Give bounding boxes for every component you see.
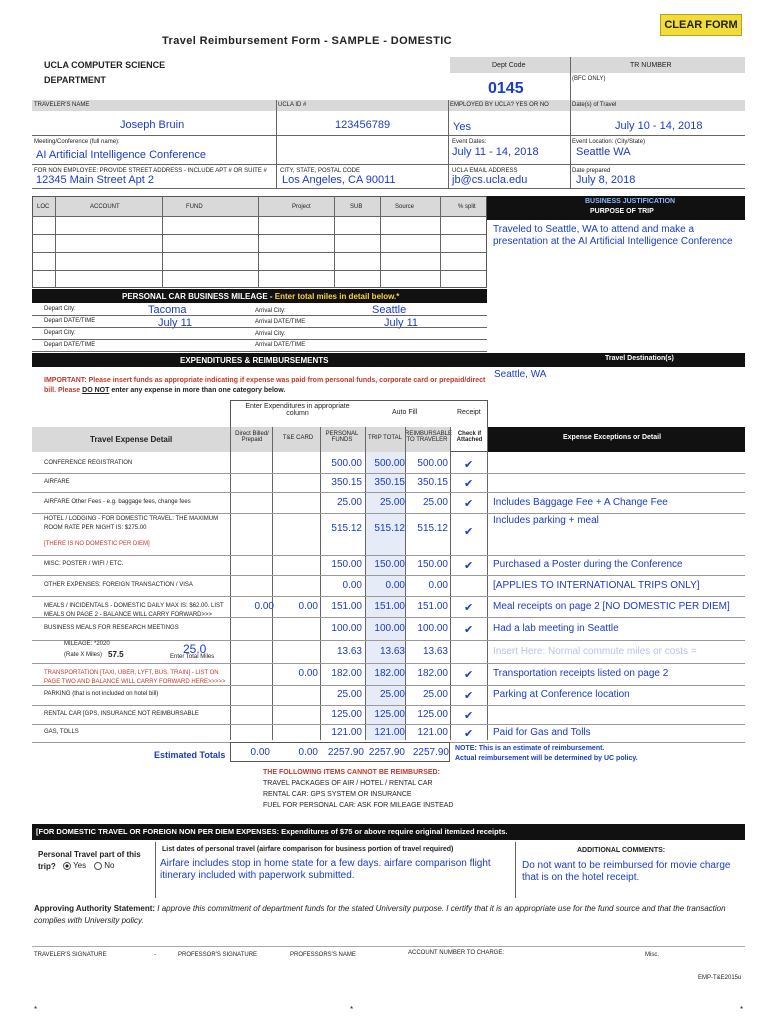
enter-expenditures-label: Enter Expenditures in appropriate column (245, 403, 350, 417)
trip-total-cell: 25.00 (379, 689, 405, 700)
arrival-city-value[interactable]: Seattle (372, 304, 407, 316)
trip-total-cell: 350.15 (374, 476, 405, 488)
trip-total-cell: 182.00 (374, 668, 405, 679)
exceptions-header-label: Expense Exceptions or Detail (563, 434, 662, 441)
expense-row-label: PARKING (that is not included on hotel bill) (44, 691, 159, 697)
expense-exception-note[interactable]: Includes parking + meal (493, 515, 599, 526)
form-id: EMP-T&E2015u (698, 975, 742, 981)
event-location-label: Event Location: (City/State) (572, 139, 646, 145)
trip-total-cell: 25.00 (379, 496, 405, 508)
reimbursable-cell: 25.00 (422, 689, 448, 700)
important-label: IMPORTANT: (44, 377, 87, 384)
col-tcard: T&E CARD (282, 435, 314, 441)
misc-label: Misc. (645, 952, 659, 958)
direct-billed-cell[interactable]: 0.00 (254, 600, 274, 612)
justification-title1: BUSINESS JUSTIFICATION (585, 198, 676, 205)
personal-travel-list-text[interactable]: Airfare includes stop in home state for a few days. airfare comparison flight itinerary included with paperwork submitted. (160, 858, 491, 881)
form-title: Travel Reimbursement Form - SAMPLE - DOMESTIC (162, 35, 452, 47)
mileage-title-highlight: Enter total miles in detail below.* (274, 292, 400, 301)
total-tcard: 0.00 (298, 747, 318, 758)
event-dates-value[interactable]: July 11 - 14, 2018 (452, 146, 539, 158)
destinations-label: Travel Destination(s) (605, 355, 674, 362)
personal-travel-list-label: List dates of personal travel (airfare comparison for business portion of travel required) (162, 846, 454, 853)
important-text: Please insert funds as appropriate indicating if expense was paid from personal funds, corporate card or prepaid/direct bill. Please (44, 377, 486, 394)
personal-funds-cell[interactable]: 100.00 (331, 622, 362, 634)
row-divider (32, 705, 745, 706)
total-personal: 2257.90 (327, 747, 364, 758)
dept-name-line1: UCLA COMPUTER SCIENCE (44, 60, 166, 70)
not-reimbursed-line1: TRAVEL PACKAGES OF AIR / HOTEL / RENTAL CAR (263, 780, 433, 787)
signature-dash: - (154, 952, 156, 958)
mileage-title-static: PERSONAL CAR BUSINESS MILEAGE - (122, 292, 275, 301)
col-subtotal: TRIP TOTAL (368, 435, 402, 441)
receipt-check-icon[interactable]: ✔ (464, 709, 474, 722)
expenditures-title: EXPENDITURES & REIMBURSEMENTS (180, 356, 329, 365)
dept-code-value[interactable]: 0145 (488, 80, 524, 97)
travel-dates-value[interactable]: July 10 - 14, 2018 (615, 120, 703, 132)
mileage-title (122, 292, 399, 301)
reimbursable-cell: 13.63 (422, 645, 448, 657)
personal-travel-label1: Personal Travel part of this (38, 850, 141, 859)
no-label: No (104, 861, 115, 870)
expense-row-label: MEALS / INCIDENTALS - DOMESTIC DAILY MAX IS: $62.00. LIST MEALS ON PAGE 2 - BALANCE WILL CARRY FORWARD>>> (44, 602, 224, 618)
row1-label-bg (32, 100, 745, 111)
mileage-rate-label: MILEAGE: *2020 (64, 641, 110, 647)
tcard-cell[interactable]: 0.00 (298, 668, 318, 679)
not-reimbursed-line3: FUEL FOR PERSONAL CAR: ASK FOR MILEAGE INSTEAD (263, 802, 454, 809)
traveler-signature-label: TRAVELER'S SIGNATURE (34, 952, 107, 958)
approval-text: I approve this commitment of department funds for the stated University purpose. I certify that it is an appropriate use for the fund source and that the transaction complies with University policy. (34, 904, 726, 925)
justification-title2: PURPOSE OF TRIP (590, 208, 654, 215)
important-tail: enter any expense in more than one category below. (109, 387, 286, 394)
col-project: Project (292, 204, 311, 210)
reimbursable-cell: 150.00 (417, 559, 448, 570)
yes-label: Yes (73, 861, 87, 870)
trip-total-cell: 121.00 (374, 727, 405, 738)
personal-funds-cell[interactable]: 182.00 (331, 668, 362, 679)
total-direct: 0.00 (250, 747, 270, 758)
reimbursable-cell: 500.00 (417, 458, 448, 469)
approval-label: Approving Authority Statement: (34, 904, 156, 913)
depart-dt2-label: Depart DATE/TIME (44, 342, 96, 348)
account-to-charge-label: ACCOUNT NUMBER TO CHARGE: (408, 950, 505, 956)
expense-exception-note[interactable]: Meal receipts on page 2 [NO DOMESTIC PER DIEM] (493, 600, 730, 612)
arrival-city2-label: Arrival City: (255, 331, 286, 337)
col-sub: SUB (350, 204, 363, 210)
receipt-check-icon[interactable]: ✔ (464, 669, 474, 681)
expense-row-label: AIRFARE (44, 478, 70, 485)
dates-of-travel-label: Date(s) of Travel (572, 102, 617, 108)
professor-signature-label: PROFESSOR'S SIGNATURE (178, 952, 258, 958)
dept-name-line2: DEPARTMENT (44, 75, 106, 85)
col-split: % split (458, 204, 476, 210)
expense-exception-note[interactable]: Transportation receipts listed on page 2 (493, 668, 669, 679)
arrival-dt2-label: Arrival DATE/TIME (255, 342, 306, 348)
trip-total-cell: 13.63 (379, 645, 405, 657)
yes-radio[interactable] (63, 861, 86, 870)
row-divider (32, 724, 745, 725)
row-divider (32, 473, 745, 474)
bottom-mark-2: * (350, 1005, 354, 1014)
expense-exception-note[interactable]: Parking at Conference location (493, 689, 630, 700)
radio-unselected-icon (94, 862, 102, 870)
mileage-rate-value: 57.5 (108, 650, 124, 659)
tr-number-sub: (BFC ONLY) (572, 76, 606, 82)
auto-fill-label: Auto Fill (392, 409, 418, 416)
personal-funds-cell[interactable]: 350.15 (331, 476, 362, 488)
expense-exception-note[interactable]: Had a lab meeting in Seattle (493, 622, 619, 634)
personal-travel-label2: trip? (38, 862, 56, 871)
account-grid (32, 196, 487, 288)
reimbursable-cell: 350.15 (417, 476, 448, 488)
row-divider (32, 492, 745, 493)
dept-code-label: Dept Code (492, 62, 526, 69)
employed-value[interactable]: Yes (453, 121, 471, 133)
depart-dt-label: Depart DATE/TIME (44, 318, 96, 324)
col-account: ACCOUNT (90, 204, 120, 210)
event-dates-label: Event Dates: (452, 139, 487, 145)
total-subtotal: 2257.90 (368, 747, 405, 758)
col-fund: FUND (186, 204, 203, 210)
col-reimb: REIMBURSABLE TO TRAVELER (405, 431, 453, 443)
clear-form-button[interactable]: CLEAR FORM (660, 14, 742, 36)
expense-exception-note[interactable]: Includes Baggage Fee + A Change Fee (493, 496, 668, 508)
trip-total-cell: 100.00 (374, 622, 405, 634)
ucla-id-value[interactable]: 123456789 (335, 119, 391, 131)
reimbursable-cell: 515.12 (417, 523, 448, 534)
col-personal: PERSONAL FUNDS (325, 431, 359, 443)
reimbursable-cell: 121.00 (417, 727, 448, 738)
traveler-name[interactable]: Joseph Bruin (120, 119, 185, 131)
receipt-check-icon[interactable]: ✔ (464, 526, 474, 538)
no-radio[interactable] (94, 861, 114, 870)
expense-row-label: MISC: POSTER / WIFI / ETC. (44, 561, 124, 567)
depart-city-value[interactable]: Tacoma (148, 304, 187, 316)
expense-exception-note[interactable]: Purchased a Poster during the Conference (493, 559, 683, 570)
depart-city2-label: Depart City: (44, 330, 76, 336)
receipt-check-icon[interactable]: ✔ (464, 623, 474, 636)
tr-number-label: TR NUMBER (630, 62, 672, 69)
col-check: Check if Attached (456, 431, 483, 443)
total-reimb: 2257.90 (412, 747, 449, 758)
hotel-note: [THERE IS NO DOMESTIC PER DIEM] (44, 541, 150, 547)
bottom-mark-1: * (34, 1005, 38, 1014)
comments-label: ADDITIONAL COMMENTS: (577, 847, 666, 854)
expense-exception-note[interactable]: Paid for Gas and Tolls (493, 727, 591, 738)
important-note (44, 376, 494, 396)
row-divider (32, 596, 745, 597)
totals-label: Estimated Totals (154, 750, 226, 760)
receipt-check-icon[interactable]: ✔ (464, 690, 474, 702)
address-label: FOR NON EMPLOYEE: PROVIDE STREET ADDRESS - INCLUDE APT # OR SUITE # (34, 168, 267, 174)
row-divider (32, 555, 745, 556)
do-not-text: DO NOT (82, 387, 110, 394)
personal-funds-cell[interactable]: 121.00 (331, 727, 362, 738)
foreign-bar-text: [FOR DOMESTIC TRAVEL OR FOREIGN NON PER DIEM EXPENSES: Expenditures of $75 or above require original itemized receipts. (36, 827, 508, 836)
trip-total-cell: 125.00 (374, 708, 405, 720)
arrival-city-label: Arrival City: (255, 308, 286, 314)
mileage-miles-value[interactable]: 25.0 (183, 642, 207, 656)
personal-funds-cell[interactable]: 25.00 (336, 689, 362, 700)
trip-total-cell: 151.00 (374, 600, 405, 612)
employed-label: EMPLOYED BY UCLA? YES OR NO (450, 102, 549, 108)
travelers-name-label: TRAVELER'S NAME (34, 102, 90, 108)
meeting-label: Meeting/Conference (full name): (34, 139, 120, 145)
totals-note2: Actual reimbursement will be determined by UC policy. (455, 755, 638, 762)
reimbursable-cell: 25.00 (422, 496, 448, 508)
reimbursable-cell: 0.00 (428, 579, 448, 591)
trip-total-cell: 0.00 (385, 579, 405, 591)
reimbursable-cell: 100.00 (417, 622, 448, 634)
totals-box (230, 742, 450, 762)
personal-funds-cell[interactable]: 150.00 (331, 559, 362, 570)
arrival-dt-label: Arrival DATE/TIME (255, 319, 306, 325)
expense-row-label: GAS, TOLLS (44, 729, 79, 735)
date-prepared-label: Date prepared (572, 168, 611, 174)
receipt-check-icon[interactable]: ✔ (464, 728, 474, 740)
professor-name-label: PROFESSORS'S NAME (290, 952, 356, 958)
mileage-miles-label: Enter Total Miles (170, 654, 215, 660)
col-direct: Direct Billed/ Prepaid (235, 431, 269, 443)
personal-funds-cell[interactable]: 500.00 (331, 458, 362, 469)
receipt-label: Receipt (457, 409, 481, 416)
reimbursable-cell: 182.00 (417, 668, 448, 679)
bottom-mark-3: * (740, 1005, 744, 1014)
expense-row-label: RENTAL CAR [GPS, INSURANCE NOT REIMBURSABLE (44, 710, 199, 717)
trip-total-cell: 500.00 (374, 458, 405, 469)
reimbursable-cell: 125.00 (417, 708, 448, 720)
col-source: Source (395, 204, 415, 210)
radio-selected-icon (63, 862, 71, 870)
date-prepared-value[interactable]: July 8, 2018 (576, 174, 636, 186)
personal-funds-cell[interactable]: 125.00 (331, 708, 362, 720)
row-divider (32, 575, 745, 576)
depart-city-label: Depart City: (44, 306, 76, 312)
row-divider (32, 640, 745, 641)
expense-row-label: TRANSPORTATION [TAXI, UBER, LYFT, BUS, TRAIN] - LIST ON PAGE TWO AND BALANCE WILL CARRY FORWARD HERE>>>>> (44, 670, 226, 685)
event-location-value[interactable]: Seattle WA (576, 146, 631, 158)
expense-exception-note[interactable]: [APPLIES TO INTERNATIONAL TRIPS ONLY] (493, 579, 700, 591)
city-state-value[interactable]: Los Angeles, CA 90011 (282, 174, 396, 186)
row-divider (32, 513, 745, 514)
expense-exception-note[interactable]: Insert Here: Normal commute miles or costs = (493, 645, 697, 657)
approval-statement (34, 903, 744, 927)
justification-text[interactable]: Traveled to Seattle, WA to attend and make a presentation at the AI Artificial Intelligence Conference (493, 224, 733, 247)
not-reimbursed-line2: RENTAL CAR: GPS SYSTEM OR INSURANCE (263, 791, 412, 798)
trip-total-cell: 515.12 (374, 523, 405, 534)
comments-text[interactable]: Do not want to be reimbursed for movie charge that is on the hotel receipt. (522, 860, 731, 883)
email-value[interactable]: jb@cs.ucla.edu (452, 174, 528, 186)
expense-row-label: OTHER EXPENSES: FOREIGN TRANSACTION / VISA (44, 581, 193, 588)
col-loc: LOC (37, 204, 50, 210)
expense-row-label: BUSINESS MEALS FOR RESEARCH MEETINGS (44, 624, 179, 631)
personal-funds-cell[interactable]: 13.63 (336, 645, 362, 657)
row-divider (32, 663, 745, 664)
receipt-check-icon[interactable]: ✔ (464, 477, 474, 490)
receipt-check-icon[interactable]: ✔ (464, 560, 474, 572)
personal-funds-cell[interactable]: 25.00 (336, 496, 362, 508)
detail-header: Travel Expense Detail (90, 435, 173, 444)
tcard-cell[interactable]: 0.00 (298, 600, 318, 612)
expense-row-label: CONFERENCE REGISTRATION (44, 460, 133, 466)
arrival-dt-value[interactable]: July 11 (384, 317, 419, 329)
totals-note1: NOTE: This is an estimate of reimbursement. (455, 745, 605, 752)
not-reimbursed-title: THE FOLLOWING ITEMS CANNOT BE REIMBURSED: (263, 769, 440, 776)
receipt-check-icon[interactable]: ✔ (464, 601, 474, 614)
personal-funds-cell[interactable]: 515.12 (331, 523, 362, 534)
ucla-id-label: UCLA ID # (278, 102, 307, 108)
mileage-formula-label: (Rate X Miles) (64, 652, 103, 658)
expense-row-label: HOTEL / LODGING - FOR DOMESTIC TRAVEL: THE MAXIMUM ROOM RATE PER NIGHT IS: $275.00 (44, 516, 219, 531)
personal-funds-cell[interactable]: 151.00 (331, 600, 362, 612)
depart-dt-value[interactable]: July 11 (158, 317, 193, 329)
destinations-value[interactable]: Seattle, WA (494, 369, 547, 380)
trip-total-cell: 150.00 (374, 559, 405, 570)
city-state-label: CITY, STATE, POSTAL CODE (280, 168, 361, 174)
personal-funds-cell[interactable]: 0.00 (342, 579, 362, 591)
email-label: UCLA EMAIL ADDRESS (452, 168, 518, 174)
reimbursable-cell: 151.00 (417, 600, 448, 612)
receipt-check-icon[interactable]: ✔ (464, 459, 474, 471)
expense-row-label: AIRFARE Other Fees - e.g. baggage fees, change fees (44, 498, 191, 505)
address-value[interactable]: 12345 Main Street Apt 2 (36, 174, 155, 186)
meeting-value[interactable]: AI Artificial Intelligence Conference (36, 149, 206, 161)
receipt-check-icon[interactable]: ✔ (464, 497, 474, 510)
